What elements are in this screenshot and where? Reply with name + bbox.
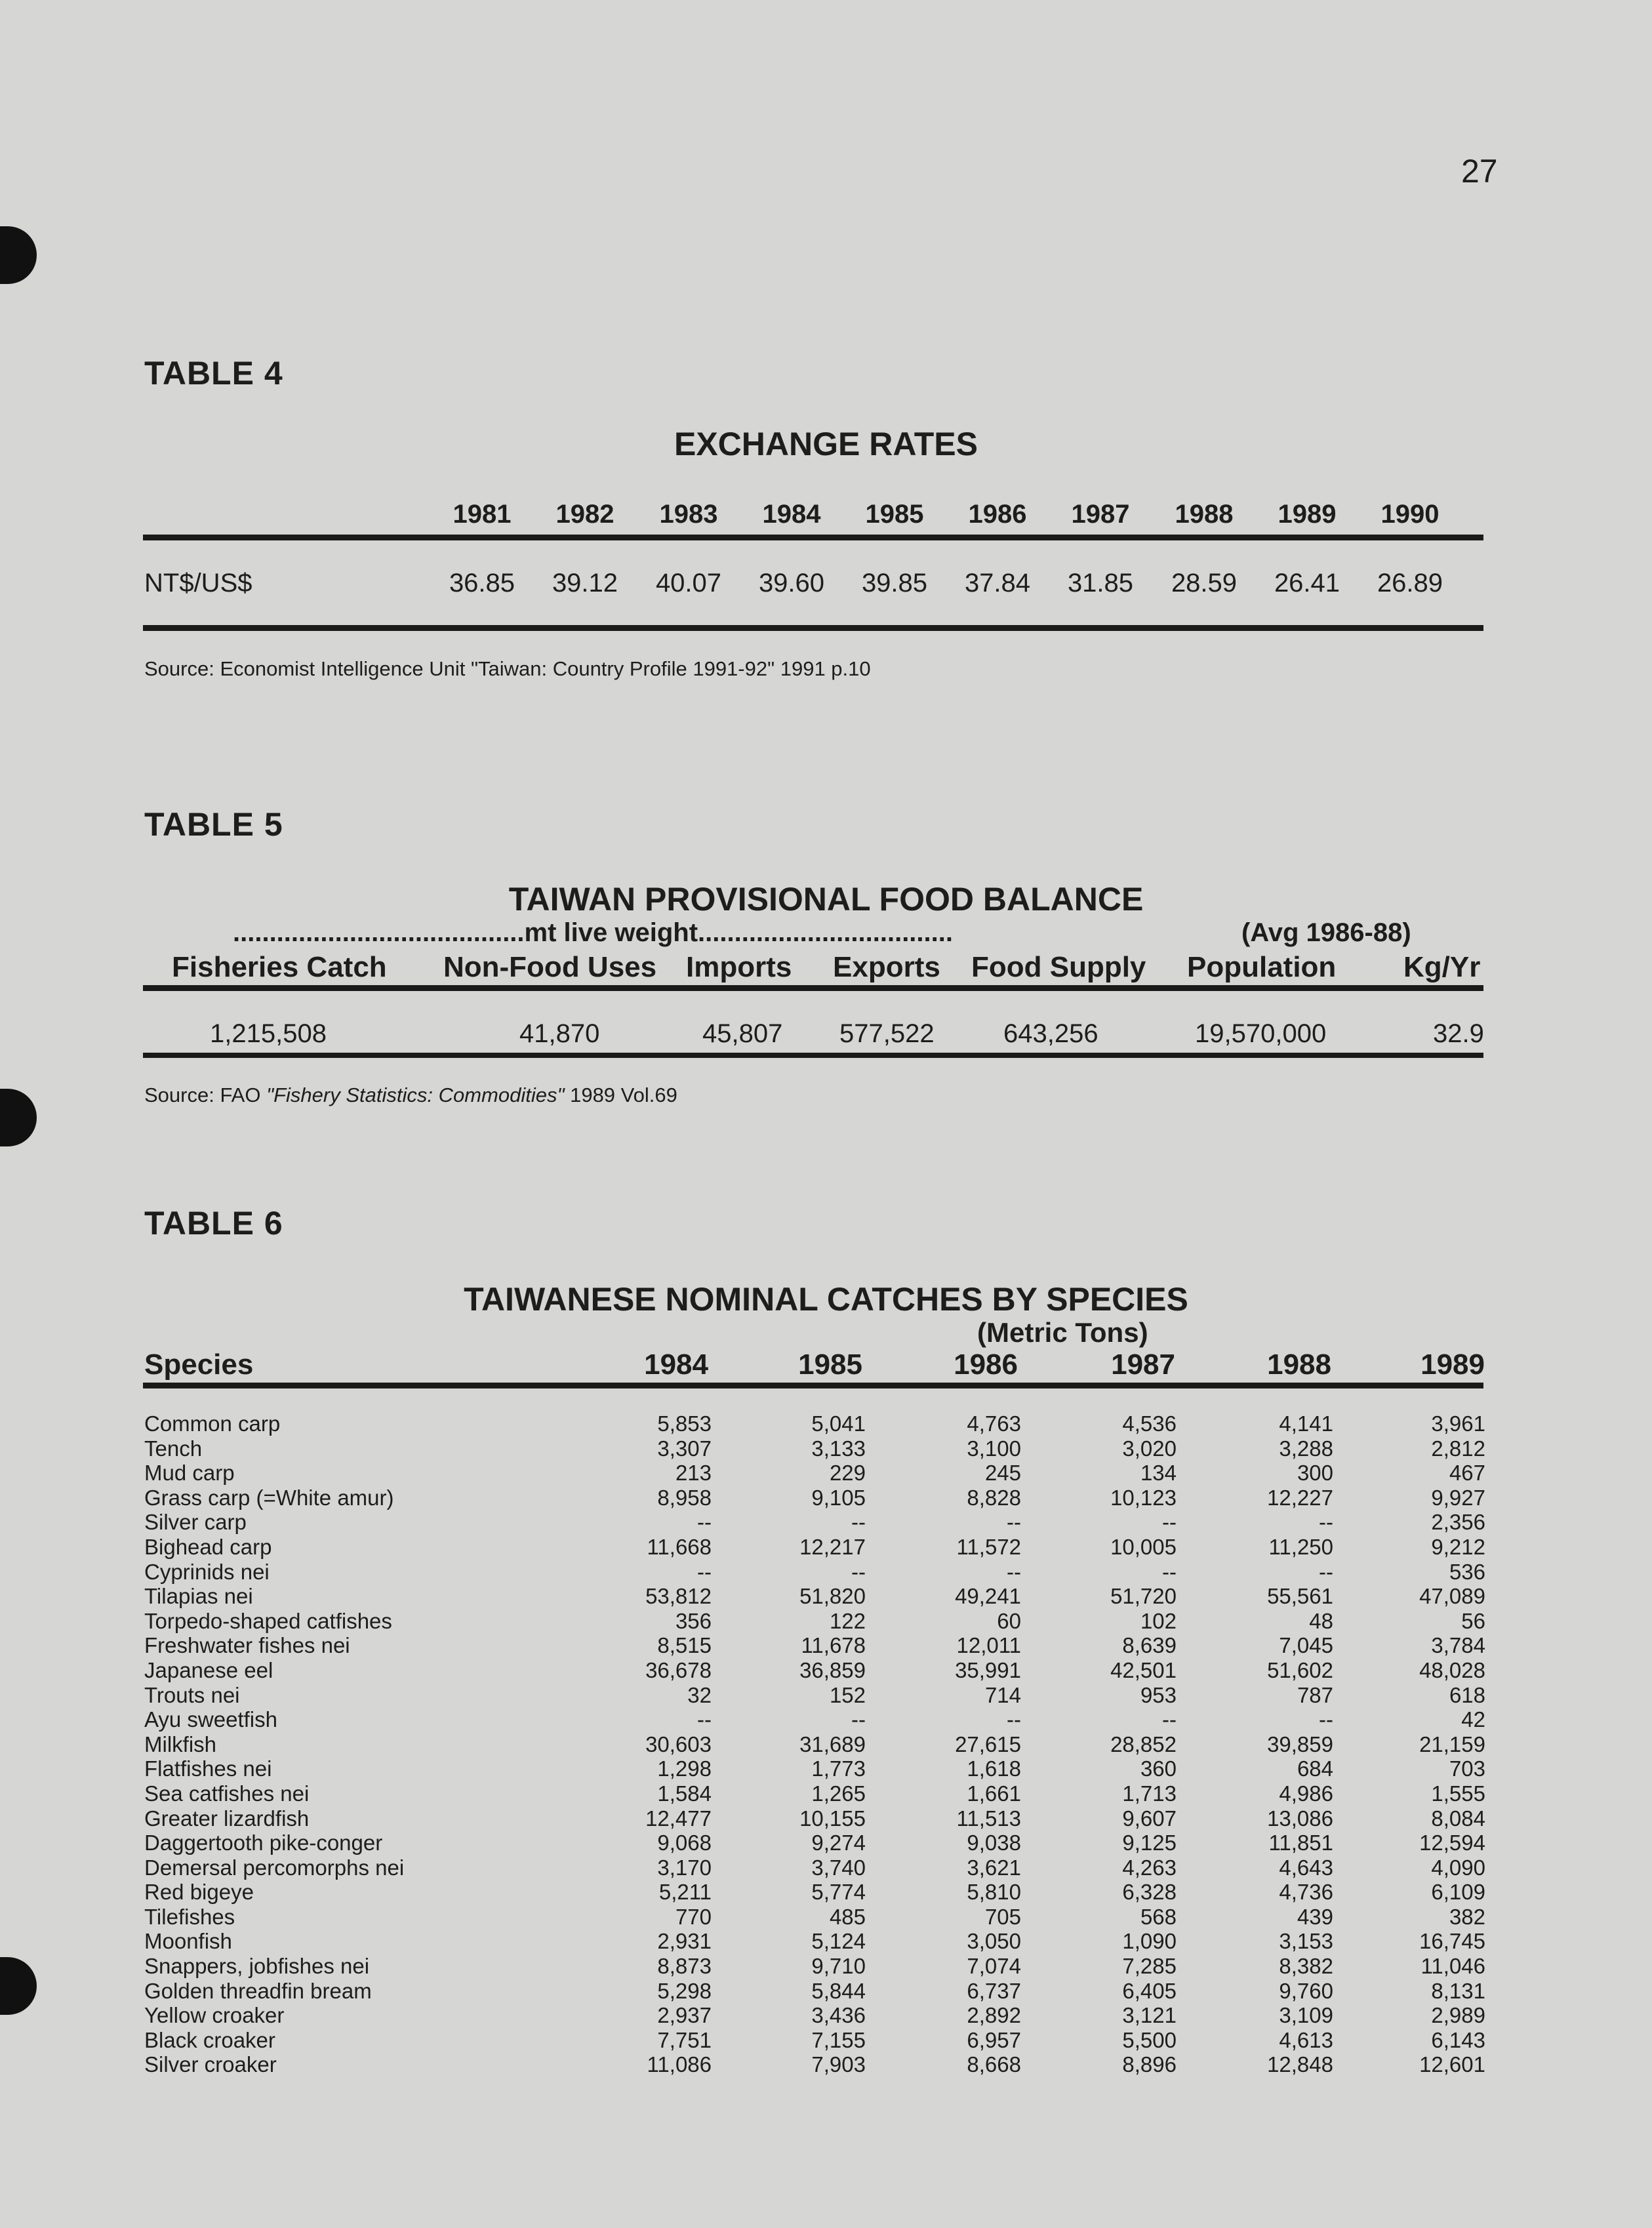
catch-value: 5,500 xyxy=(1122,2027,1177,2052)
catch-value: 3,288 xyxy=(1279,1436,1333,1461)
catch-value: 11,513 xyxy=(956,1806,1021,1831)
table-row xyxy=(143,1707,1487,1732)
catch-value: -- xyxy=(1162,1510,1177,1535)
year-header: 1983 xyxy=(659,500,718,529)
table-5-value: 45,807 xyxy=(702,1019,783,1048)
catch-value: 55,561 xyxy=(1267,1584,1333,1609)
catch-value: 300 xyxy=(1297,1461,1333,1486)
year-header: 1987 xyxy=(1111,1348,1175,1381)
catch-value: 1,618 xyxy=(967,1756,1021,1781)
species-name: Common carp xyxy=(144,1411,281,1436)
catch-value: -- xyxy=(1162,1559,1177,1584)
catch-value: -- xyxy=(851,1559,866,1584)
table-row xyxy=(143,1535,1487,1560)
catch-value: 28,852 xyxy=(1110,1732,1177,1756)
species-name: Milkfish xyxy=(144,1732,217,1756)
column-header: Fisheries Catch xyxy=(172,951,387,983)
catch-value: 3,050 xyxy=(967,1929,1021,1954)
measure-subheading: ........................................mt live weight................................... xyxy=(233,918,953,947)
table-rule xyxy=(143,625,1483,631)
rate-value: 28.59 xyxy=(1171,569,1238,598)
catch-value: 1,090 xyxy=(1122,1929,1177,1954)
table-4-label: TABLE 4 xyxy=(144,355,283,392)
catch-value: 2,812 xyxy=(1431,1436,1485,1461)
catch-value: 705 xyxy=(984,1904,1021,1929)
catch-value: 6,109 xyxy=(1431,1880,1485,1905)
catch-value: 11,086 xyxy=(647,2052,712,2077)
catch-value: 787 xyxy=(1297,1682,1333,1707)
catch-value: 8,828 xyxy=(967,1485,1021,1510)
catch-value: 4,263 xyxy=(1122,1855,1177,1880)
source-prefix: Source: FAO xyxy=(144,1084,267,1106)
table-row xyxy=(143,1756,1487,1781)
catch-value: -- xyxy=(851,1707,866,1732)
species-name: Japanese eel xyxy=(144,1657,273,1682)
catch-value: 3,121 xyxy=(1122,2003,1177,2028)
catch-value: 36,678 xyxy=(645,1657,712,1682)
year-header: 1984 xyxy=(644,1348,708,1381)
binder-hole xyxy=(0,1957,37,2015)
catch-value: 4,090 xyxy=(1431,1855,1485,1880)
catch-value: 2,937 xyxy=(657,2003,712,2028)
rate-value: 39.85 xyxy=(861,569,928,598)
catch-value: 31,689 xyxy=(799,1732,866,1756)
table-row xyxy=(143,1658,1487,1683)
species-name: Ayu sweetfish xyxy=(144,1707,277,1732)
species-name: Bighead carp xyxy=(144,1534,272,1559)
catch-value: 6,737 xyxy=(967,1978,1021,2003)
units-label: (Metric Tons) xyxy=(977,1317,1148,1348)
rate-value: 39.12 xyxy=(552,569,618,598)
catch-value: 360 xyxy=(1140,1756,1177,1781)
catch-value: 12,227 xyxy=(1267,1485,1333,1510)
table-row xyxy=(143,1486,1487,1510)
species-name: Torpedo-shaped catfishes xyxy=(144,1608,392,1633)
catch-value: 48 xyxy=(1309,1608,1333,1633)
rate-value: 39.60 xyxy=(758,569,825,598)
species-name: Silver carp xyxy=(144,1510,247,1535)
catch-value: 53,812 xyxy=(645,1584,712,1609)
currency-pair-label: NT$/US$ xyxy=(144,569,252,598)
column-header: Non-Food Uses xyxy=(443,951,657,983)
catch-value: 1,298 xyxy=(657,1756,712,1781)
catch-value: 56 xyxy=(1461,1608,1485,1633)
catch-value: 8,382 xyxy=(1279,1954,1333,1979)
species-name: Golden threadfin bream xyxy=(144,1978,372,2003)
table-row xyxy=(143,1461,1487,1486)
catch-value: -- xyxy=(1162,1707,1177,1732)
catch-value: 5,211 xyxy=(658,1880,712,1905)
catch-value: 467 xyxy=(1449,1461,1485,1486)
catch-value: 3,100 xyxy=(967,1436,1021,1461)
species-name: Silver croaker xyxy=(144,2052,277,2077)
table-row xyxy=(143,1905,1487,1930)
catch-value: 7,285 xyxy=(1122,1954,1177,1979)
catch-value: 11,046 xyxy=(1420,1954,1485,1979)
catch-value: 7,903 xyxy=(811,2052,866,2077)
rate-value: 26.41 xyxy=(1274,569,1340,598)
catch-value: 7,045 xyxy=(1279,1633,1333,1658)
catch-value: 21,159 xyxy=(1419,1732,1485,1756)
rate-value: 37.84 xyxy=(964,569,1031,598)
species-name: Cyprinids nei xyxy=(144,1559,270,1584)
catch-value: 5,774 xyxy=(811,1880,866,1905)
catch-value: 8,131 xyxy=(1431,1978,1485,2003)
species-name: Tilapias nei xyxy=(144,1584,253,1609)
table-row xyxy=(143,2052,1487,2077)
catch-value: 5,124 xyxy=(811,1929,866,1954)
catch-value: 4,536 xyxy=(1122,1411,1177,1436)
catch-value: 3,740 xyxy=(811,1855,866,1880)
table-row xyxy=(143,1436,1487,1461)
catch-value: 8,873 xyxy=(657,1954,712,1979)
catch-value: 51,602 xyxy=(1267,1657,1333,1682)
catch-value: 382 xyxy=(1449,1904,1485,1929)
catch-value: 12,848 xyxy=(1267,2052,1333,2077)
catch-value: 3,436 xyxy=(811,2003,866,2028)
catch-value: 3,784 xyxy=(1431,1633,1485,1658)
year-header: 1986 xyxy=(954,1348,1018,1381)
table-row xyxy=(143,1560,1487,1585)
catch-value: 8,084 xyxy=(1431,1806,1485,1831)
catch-value: 10,155 xyxy=(799,1806,866,1831)
catch-value: 9,274 xyxy=(811,1831,866,1855)
catch-value: -- xyxy=(1007,1510,1021,1535)
catch-value: 5,810 xyxy=(967,1880,1021,1905)
catch-value: 9,068 xyxy=(657,1831,712,1855)
catch-value: 32 xyxy=(687,1682,712,1707)
table-row xyxy=(143,1411,1487,1436)
catch-value: 1,584 xyxy=(657,1781,712,1806)
catch-value: 618 xyxy=(1449,1682,1485,1707)
table-row xyxy=(143,1683,1487,1708)
catch-value: 11,851 xyxy=(1268,1831,1333,1855)
catch-value: 2,989 xyxy=(1431,2003,1485,2028)
catch-value: 9,607 xyxy=(1122,1806,1177,1831)
table-row xyxy=(143,2003,1487,2028)
catch-value: 9,710 xyxy=(811,1954,866,1979)
year-header: 1989 xyxy=(1278,500,1337,529)
table-row xyxy=(143,1929,1487,1954)
catch-value: 4,643 xyxy=(1279,1855,1333,1880)
catch-value: 4,986 xyxy=(1279,1781,1333,1806)
table-row xyxy=(143,2028,1487,2053)
catch-value: 3,109 xyxy=(1279,2003,1333,2028)
year-header: 1984 xyxy=(762,500,821,529)
table-6-label: TABLE 6 xyxy=(144,1205,283,1242)
table-row xyxy=(143,1979,1487,2004)
catch-value: 485 xyxy=(829,1904,866,1929)
table-4-title: EXCHANGE RATES xyxy=(674,426,978,462)
catch-value: 3,307 xyxy=(657,1436,712,1461)
table-5-value: 32.9 xyxy=(1433,1019,1484,1048)
catch-value: 60 xyxy=(997,1608,1021,1633)
table-row xyxy=(143,1781,1487,1806)
catch-value: 3,961 xyxy=(1431,1411,1485,1436)
catch-value: 245 xyxy=(984,1461,1021,1486)
catch-value: 11,668 xyxy=(647,1534,712,1559)
table-5-value: 577,522 xyxy=(839,1019,935,1048)
catch-value: 1,661 xyxy=(967,1781,1021,1806)
catch-value: 12,594 xyxy=(1419,1831,1485,1855)
catch-value: 11,678 xyxy=(801,1633,866,1658)
catch-value: 4,736 xyxy=(1279,1880,1333,1905)
catch-value: 152 xyxy=(829,1682,866,1707)
table-5-value: 19,570,000 xyxy=(1195,1019,1327,1048)
catch-value: 2,931 xyxy=(657,1929,712,1954)
table-5-value: 1,215,508 xyxy=(210,1019,327,1048)
catch-value: 3,133 xyxy=(811,1436,866,1461)
source-suffix: 1989 Vol.69 xyxy=(564,1084,677,1106)
catch-value: 1,713 xyxy=(1122,1781,1177,1806)
rate-value: 40.07 xyxy=(655,569,722,598)
catch-value: 7,074 xyxy=(967,1954,1021,1979)
year-header: 1990 xyxy=(1380,500,1440,529)
species-name: Grass carp (=White amur) xyxy=(144,1485,394,1510)
catch-value: 703 xyxy=(1449,1756,1485,1781)
catch-value: 3,153 xyxy=(1279,1929,1333,1954)
species-name: Daggertooth pike-conger xyxy=(144,1831,383,1855)
rate-value: 31.85 xyxy=(1067,569,1134,598)
species-name: Tench xyxy=(144,1436,203,1461)
catch-value: 213 xyxy=(675,1461,712,1486)
catch-value: 1,555 xyxy=(1431,1781,1485,1806)
species-name: Black croaker xyxy=(144,2027,275,2052)
column-header: Kg/Yr xyxy=(1403,951,1481,983)
catch-value: 536 xyxy=(1449,1559,1485,1584)
year-header: 1985 xyxy=(798,1348,862,1381)
catch-value: 1,773 xyxy=(811,1756,866,1781)
catch-value: 8,515 xyxy=(657,1633,712,1658)
table-row xyxy=(143,1880,1487,1905)
catch-value: 36,859 xyxy=(799,1657,866,1682)
species-name: Greater lizardfish xyxy=(144,1806,310,1831)
catch-value: 5,844 xyxy=(811,1978,866,2003)
catch-value: -- xyxy=(697,1559,712,1584)
binder-hole xyxy=(0,226,37,284)
catch-value: 42 xyxy=(1461,1707,1485,1732)
table-rule xyxy=(143,1053,1483,1058)
catch-value: 16,745 xyxy=(1419,1929,1485,1954)
catch-value: 122 xyxy=(829,1608,866,1633)
average-period-subheading: (Avg 1986-88) xyxy=(1241,918,1411,947)
year-header: 1981 xyxy=(453,500,512,529)
table-row xyxy=(143,1732,1487,1757)
table-rule xyxy=(143,535,1483,540)
catch-value: 9,927 xyxy=(1431,1485,1485,1510)
catch-value: 4,141 xyxy=(1279,1411,1333,1436)
year-header: 1988 xyxy=(1175,500,1234,529)
catch-value: 8,958 xyxy=(657,1485,712,1510)
catch-value: 1,265 xyxy=(811,1781,866,1806)
table-row xyxy=(143,1855,1487,1880)
table-rule xyxy=(143,985,1483,991)
species-name: Flatfishes nei xyxy=(144,1756,272,1781)
table-row xyxy=(143,1510,1487,1535)
species-column-header: Species xyxy=(144,1348,254,1381)
catch-value: -- xyxy=(1319,1510,1333,1535)
catch-value: 12,601 xyxy=(1419,2052,1485,2077)
catch-value: 8,896 xyxy=(1122,2052,1177,2077)
species-name: Yellow croaker xyxy=(144,2003,285,2028)
catch-value: 3,621 xyxy=(967,1855,1021,1880)
catch-value: 568 xyxy=(1140,1904,1177,1929)
catch-value: 2,892 xyxy=(967,2003,1021,2028)
catch-value: 35,991 xyxy=(955,1657,1021,1682)
rate-value: 26.89 xyxy=(1377,569,1443,598)
catch-value: 11,572 xyxy=(956,1534,1021,1559)
catch-value: 9,038 xyxy=(967,1831,1021,1855)
catch-value: 13,086 xyxy=(1267,1806,1333,1831)
table-row xyxy=(143,1633,1487,1658)
catch-value: 11,250 xyxy=(1268,1534,1333,1559)
catch-value: 6,405 xyxy=(1122,1978,1177,2003)
table-5-title: TAIWAN PROVISIONAL FOOD BALANCE xyxy=(508,881,1144,918)
catch-value: 8,668 xyxy=(967,2052,1021,2077)
catch-value: 134 xyxy=(1140,1461,1177,1486)
species-name: Tilefishes xyxy=(144,1904,235,1929)
catch-value: 8,639 xyxy=(1122,1633,1177,1658)
species-name: Freshwater fishes nei xyxy=(144,1633,350,1658)
catch-value: 48,028 xyxy=(1419,1657,1485,1682)
catch-value: 6,143 xyxy=(1431,2027,1485,2052)
catch-value: -- xyxy=(1007,1707,1021,1732)
species-name: Mud carp xyxy=(144,1461,235,1486)
column-header: Imports xyxy=(686,951,792,983)
year-header: 1985 xyxy=(865,500,924,529)
table-row xyxy=(143,1954,1487,1979)
year-header: 1987 xyxy=(1071,500,1130,529)
year-header: 1986 xyxy=(968,500,1027,529)
catch-value: 3,020 xyxy=(1122,1436,1177,1461)
species-name: Sea catfishes nei xyxy=(144,1781,310,1806)
catch-value: 30,603 xyxy=(645,1732,712,1756)
catch-value: 12,217 xyxy=(799,1534,866,1559)
catch-value: -- xyxy=(697,1707,712,1732)
page-number: 27 xyxy=(1461,153,1498,190)
year-header: 1988 xyxy=(1267,1348,1331,1381)
catch-value: 49,241 xyxy=(955,1584,1021,1609)
rate-value: 36.85 xyxy=(449,569,515,598)
species-name: Trouts nei xyxy=(144,1682,240,1707)
column-header: Exports xyxy=(833,951,940,983)
catch-value: 12,477 xyxy=(645,1806,712,1831)
catch-value: 684 xyxy=(1297,1756,1333,1781)
catch-value: 12,011 xyxy=(956,1633,1021,1658)
table-row xyxy=(143,1609,1487,1634)
table-6-title: TAIWANESE NOMINAL CATCHES BY SPECIES xyxy=(464,1281,1188,1318)
catch-value: 6,328 xyxy=(1122,1880,1177,1905)
catch-value: 356 xyxy=(675,1608,712,1633)
catch-value: 439 xyxy=(1297,1904,1333,1929)
catch-value: 42,501 xyxy=(1110,1657,1177,1682)
catch-value: 4,763 xyxy=(967,1411,1021,1436)
species-catch-table xyxy=(143,1411,1487,2077)
species-name: Red bigeye xyxy=(144,1880,254,1905)
catch-value: 229 xyxy=(829,1461,866,1486)
catch-value: -- xyxy=(1319,1707,1333,1732)
catch-value: 51,720 xyxy=(1110,1584,1177,1609)
catch-value: -- xyxy=(1319,1559,1333,1584)
catch-value: 10,005 xyxy=(1110,1534,1177,1559)
catch-value: 770 xyxy=(675,1904,712,1929)
species-name: Moonfish xyxy=(144,1929,232,1954)
catch-value: 9,760 xyxy=(1279,1978,1333,2003)
catch-value: 9,212 xyxy=(1431,1534,1485,1559)
catch-value: 953 xyxy=(1140,1682,1177,1707)
catch-value: 6,957 xyxy=(967,2027,1021,2052)
catch-value: 10,123 xyxy=(1110,1485,1177,1510)
binder-hole xyxy=(0,1089,37,1146)
catch-value: 5,853 xyxy=(657,1411,712,1436)
table-row xyxy=(143,1831,1487,1855)
column-header: Food Supply xyxy=(971,951,1146,983)
table-4-source: Source: Economist Intelligence Unit "Taiwan: Country Profile 1991-92" 1991 p.10 xyxy=(144,657,871,680)
table-row xyxy=(143,1806,1487,1831)
species-name: Demersal percomorphs nei xyxy=(144,1855,405,1880)
catch-value: 7,751 xyxy=(657,2027,712,2052)
table-5-value: 41,870 xyxy=(519,1019,600,1048)
table-row xyxy=(143,1584,1487,1609)
catch-value: -- xyxy=(1007,1559,1021,1584)
catch-value: -- xyxy=(851,1510,866,1535)
catch-value: -- xyxy=(697,1510,712,1535)
catch-value: 3,170 xyxy=(657,1855,712,1880)
catch-value: 39,859 xyxy=(1267,1732,1333,1756)
catch-value: 9,105 xyxy=(811,1485,866,1510)
catch-value: 5,298 xyxy=(657,1978,712,2003)
catch-value: 51,820 xyxy=(799,1584,866,1609)
table-5-label: TABLE 5 xyxy=(144,806,283,843)
catch-value: 4,613 xyxy=(1279,2027,1333,2052)
column-header: Population xyxy=(1187,951,1337,983)
catch-value: 27,615 xyxy=(955,1732,1021,1756)
catch-value: 714 xyxy=(984,1682,1021,1707)
year-header: 1982 xyxy=(555,500,614,529)
catch-value: 9,125 xyxy=(1122,1831,1177,1855)
catch-value: 102 xyxy=(1140,1608,1177,1633)
table-5-value: 643,256 xyxy=(1003,1019,1098,1048)
year-header: 1989 xyxy=(1420,1348,1485,1381)
table-rule xyxy=(143,1383,1483,1388)
catch-value: 7,155 xyxy=(811,2027,866,2052)
species-name: Snappers, jobfishes nei xyxy=(144,1954,370,1979)
catch-value: 5,041 xyxy=(811,1411,866,1436)
table-5-source xyxy=(144,1084,677,1107)
catch-value: 47,089 xyxy=(1419,1584,1485,1609)
source-publication: "Fishery Statistics: Commodities" xyxy=(266,1084,565,1106)
catch-value: 2,356 xyxy=(1431,1510,1485,1535)
